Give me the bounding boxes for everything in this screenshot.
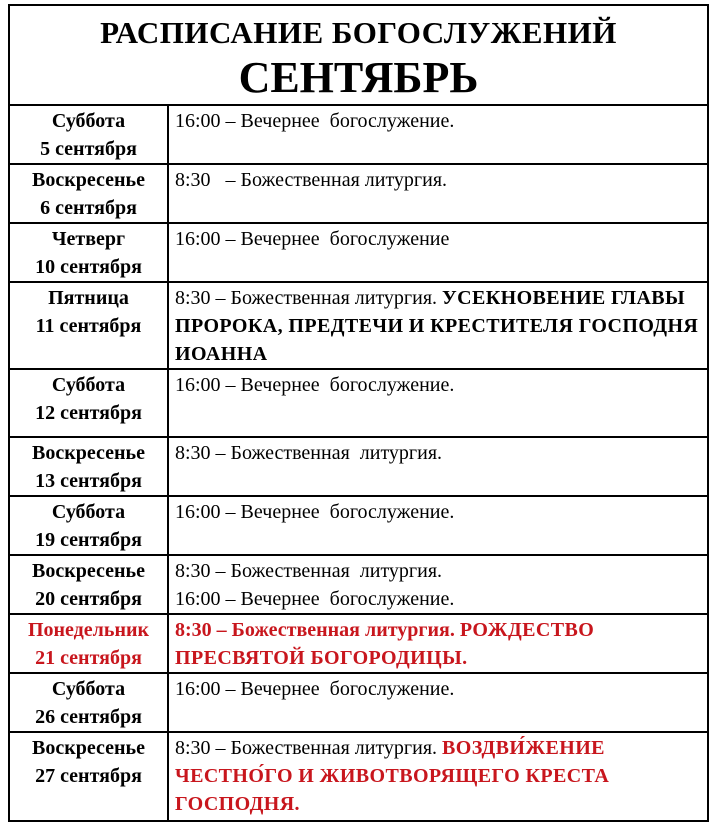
table-row <box>10 106 707 164</box>
service-line: 16:00 – Вечернее богослужение <box>175 228 450 250</box>
date-cell <box>10 437 168 496</box>
service-line: 16:00 – Вечернее богослужение. <box>175 501 455 523</box>
weekday: Суббота <box>51 501 126 523</box>
service-text: 8:30 – Божественная литургия. <box>175 737 443 759</box>
date-cell <box>10 164 168 223</box>
weekday: Воскресенье <box>32 560 145 582</box>
service-cell <box>168 496 707 555</box>
date-cell <box>10 369 168 437</box>
service-line: 8:30 – Божественная литургия. <box>175 169 448 191</box>
service-cell <box>168 223 707 282</box>
date: 26 сентября <box>35 706 142 728</box>
date-cell <box>10 223 168 282</box>
service-line: 16:00 – Вечернее богослужение. <box>175 110 455 132</box>
date-cell <box>10 282 168 369</box>
table-row <box>10 555 707 614</box>
schedule-header <box>10 6 707 106</box>
table-row <box>10 282 707 369</box>
table-row <box>10 223 707 282</box>
date: 6 сентября <box>40 197 137 219</box>
service-text: 8:30 – Божественная литургия. <box>175 287 443 309</box>
table-row <box>10 673 707 732</box>
service-line: 8:30 – Божественная литургия. <box>175 442 443 464</box>
date: 11 сентября <box>35 315 142 337</box>
date: 19 сентября <box>35 529 142 551</box>
service-cell <box>168 106 707 164</box>
weekday: Суббота <box>51 110 126 132</box>
weekday: Суббота <box>51 678 126 700</box>
service-cell <box>168 673 707 732</box>
date-cell <box>10 732 168 820</box>
date-cell <box>10 555 168 614</box>
date-cell <box>10 106 168 164</box>
weekday: Пятница <box>48 287 129 309</box>
month-title: СЕНТЯБРЬ <box>238 53 479 102</box>
weekday: Воскресенье <box>32 169 145 191</box>
service-cell <box>168 164 707 223</box>
service-line: 16:00 – Вечернее богослужение. <box>175 588 455 610</box>
date: 21 сентября <box>35 647 142 669</box>
weekday: Воскресенье <box>32 737 145 759</box>
table-row <box>10 437 707 496</box>
date-cell <box>10 673 168 732</box>
schedule-title: РАСПИСАНИЕ БОГОСЛУЖЕНИЙ <box>100 15 617 50</box>
feast-text: УСЕКНОВЕНИЕ ГЛАВЫ ПРОРОКА, ПРЕДТЕЧИ И КРЕСТИТЕЛЯ ГОСПОДНЯ ИОАННА <box>175 287 699 365</box>
table-row <box>10 369 707 437</box>
date: 27 сентября <box>35 765 142 787</box>
date-cell <box>10 614 168 673</box>
date: 12 сентября <box>35 402 142 424</box>
service-line: 16:00 – Вечернее богослужение. <box>175 374 455 396</box>
table-row <box>10 496 707 555</box>
table-row <box>10 732 707 820</box>
date: 5 сентября <box>40 138 137 160</box>
schedule-sheet <box>8 4 709 822</box>
date-cell <box>10 496 168 555</box>
service-cell <box>168 282 707 369</box>
service-cell <box>168 614 707 673</box>
weekday: Воскресенье <box>32 442 145 464</box>
table-row-feast <box>10 614 707 673</box>
weekday: Понедельник <box>27 619 150 641</box>
service-line: 8:30 – Божественная литургия. <box>175 560 443 582</box>
table-row <box>10 164 707 223</box>
service-cell <box>168 437 707 496</box>
service-cell <box>168 369 707 437</box>
date: 10 сентября <box>35 256 142 278</box>
service-cell <box>168 555 707 614</box>
date: 13 сентября <box>35 470 142 492</box>
date: 20 сентября <box>35 588 142 610</box>
service-line: 16:00 – Вечернее богослужение. <box>175 678 455 700</box>
feast-text: РОЖДЕСТВО ПРЕСВЯТОЙ БОГОРОДИЦЫ. <box>175 619 595 669</box>
schedule-table <box>10 106 707 820</box>
weekday: Суббота <box>51 374 126 396</box>
service-text: 8:30 – Божественная литургия. <box>175 619 460 641</box>
feast-text: ВОЗДВИ́ЖЕНИЕ ЧЕСТНО́ГО И ЖИВОТВОРЯЩЕГО КРЕСТА ГОСПОДНЯ. <box>175 737 610 815</box>
service-cell <box>168 732 707 820</box>
weekday: Четверг <box>51 228 126 250</box>
